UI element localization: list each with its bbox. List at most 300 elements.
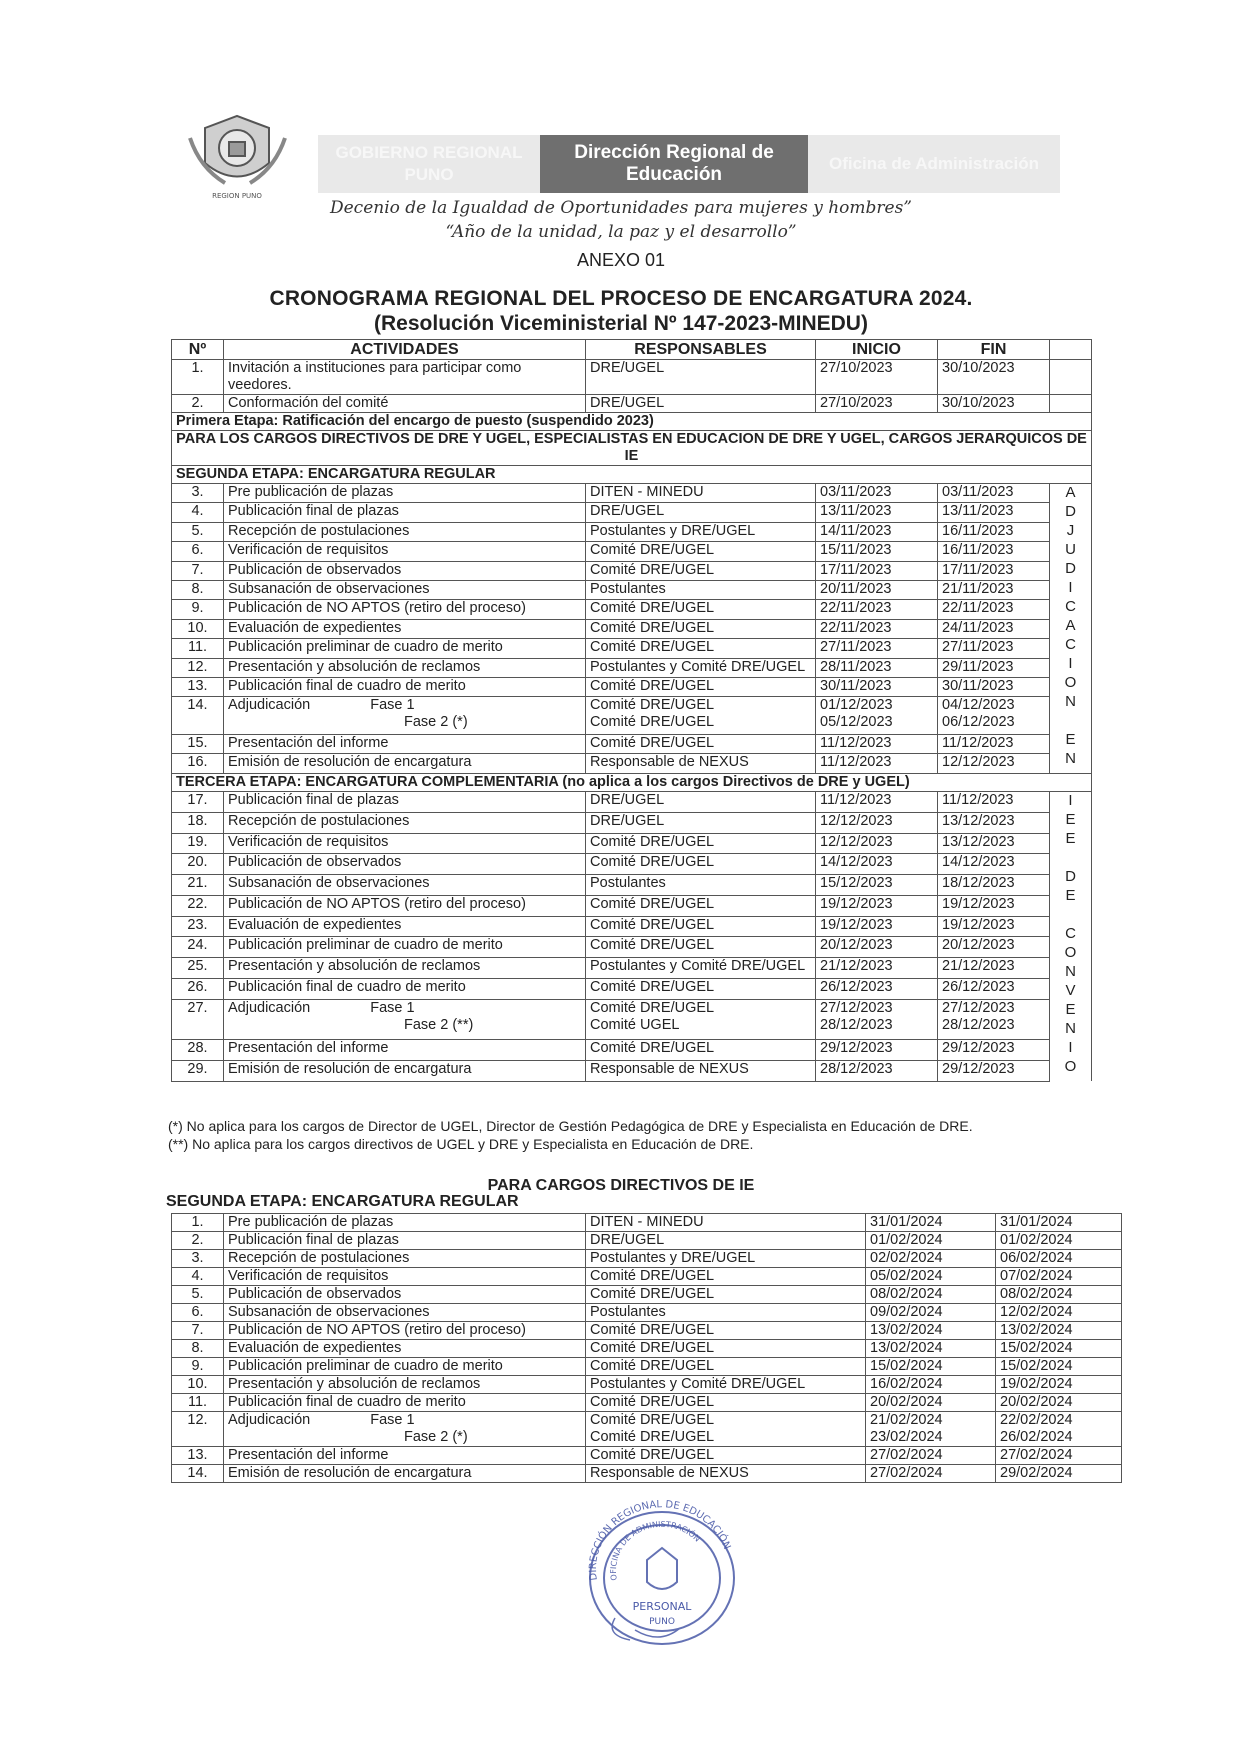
end-date-2: 26/02/2024 [1000, 1429, 1073, 1445]
row-activity [224, 999, 586, 1039]
row-end-date: 19/12/2023 [938, 916, 1050, 937]
document-title: CRONOGRAMA REGIONAL DEL PROCESO DE ENCARGATURA 2024. [269, 287, 973, 310]
row-responsible: Comité DRE/UGEL [586, 854, 816, 875]
row-number: 5. [172, 1286, 224, 1304]
table-row [172, 833, 1092, 854]
row-end-date [996, 1412, 1122, 1447]
row-activity: Publicación final de plazas [224, 792, 586, 813]
row-end-date: 13/12/2023 [938, 833, 1050, 854]
row-start-date: 27/02/2024 [866, 1447, 996, 1465]
footnotes [168, 1117, 973, 1153]
table-row [172, 1358, 1122, 1376]
row-end-date: 12/12/2023 [938, 754, 1050, 774]
section-row [172, 466, 1092, 484]
row-end-date: 11/12/2023 [938, 792, 1050, 813]
row-activity: Pre publicación de plazas [224, 484, 586, 503]
row-activity: Publicación final de cuadro de merito [224, 677, 586, 696]
table-row [172, 522, 1092, 541]
fase-2-label: Fase 2 (*) [404, 1429, 468, 1445]
primera-etapa-label: Primera Etapa: Ratificación del encargo de puesto (suspendido 2023) [172, 413, 1092, 431]
ie-segunda-etapa-label: SEGUNDA ETAPA: ENCARGATURA REGULAR [166, 1193, 519, 1210]
row-activity: Recepción de postulaciones [224, 1250, 586, 1268]
row-number: 16. [172, 754, 224, 774]
fase-1-label: Fase 1 [370, 1412, 415, 1428]
row-number: 1. [172, 1214, 224, 1232]
start-date-1: 01/12/2023 [820, 697, 893, 714]
table-row [172, 792, 1092, 813]
vertical-text: IEE DE CONVENIO [1062, 792, 1079, 1077]
row-start-date: 17/11/2023 [816, 561, 938, 580]
table-row [172, 937, 1092, 958]
row-responsible: Comité DRE/UGEL [586, 916, 816, 937]
table-row [172, 1447, 1122, 1465]
row-end-date: 15/02/2024 [996, 1340, 1122, 1358]
start-date-1: 27/12/2023 [820, 999, 893, 1016]
row-number: 12. [172, 658, 224, 677]
row-start-date: 19/12/2023 [816, 916, 938, 937]
regional-government-logo [185, 108, 290, 208]
row-start-date: 22/11/2023 [816, 600, 938, 619]
table-row [172, 812, 1092, 833]
row-responsible: Comité DRE/UGEL [586, 639, 816, 658]
table-row [172, 503, 1092, 522]
row-activity: Emisión de resolución de encargatura [224, 754, 586, 774]
row-responsible: DRE/UGEL [586, 1232, 866, 1250]
banner-oficina-administracion: Oficina de Administración [808, 135, 1060, 193]
row-end-date: 27/11/2023 [938, 639, 1050, 658]
row-end-date: 16/11/2023 [938, 542, 1050, 561]
table-row [172, 395, 1092, 413]
row-responsible: DITEN - MINEDU [586, 1214, 866, 1232]
row-end-date: 29/11/2023 [938, 658, 1050, 677]
row-responsible: Comité DRE/UGEL [586, 895, 816, 916]
row-activity: Presentación y absolución de reclamos [224, 658, 586, 677]
row-responsible: Comité DRE/UGEL [586, 1447, 866, 1465]
table-row [172, 677, 1092, 696]
row-responsible: Comité DRE/UGEL [586, 1268, 866, 1286]
footnote-2: (**) No aplica para los cargos directivos de UGEL y DRE y Especialista en Educación de DRE. [168, 1136, 754, 1152]
row-start-date: 13/02/2024 [866, 1322, 996, 1340]
row-activity: Pre publicación de plazas [224, 1214, 586, 1232]
row-activity [224, 697, 586, 735]
row-responsible: DRE/UGEL [586, 503, 816, 522]
row-end-date: 13/12/2023 [938, 812, 1050, 833]
schedule-table-main [171, 339, 1092, 1082]
schedule-table-ie [171, 1213, 1122, 1483]
row-activity: Publicación de NO APTOS (retiro del proceso) [224, 600, 586, 619]
end-date-2: 28/12/2023 [942, 1016, 1015, 1033]
table-row [172, 1465, 1122, 1483]
activity-label: Adjudicación [228, 999, 311, 1016]
end-date-2: 06/12/2023 [942, 714, 1015, 731]
vertical-text: ADJUDICACION EN [1062, 484, 1079, 769]
row-start-date: 28/12/2023 [816, 1060, 938, 1081]
row-responsible: Responsable de NEXUS [586, 754, 816, 774]
table-row [172, 1039, 1092, 1060]
row-responsible: Responsable de NEXUS [586, 1060, 816, 1081]
row-end-date [938, 999, 1050, 1039]
table-row [172, 978, 1092, 999]
row-responsible: DRE/UGEL [586, 792, 816, 813]
table-row [172, 1268, 1122, 1286]
row-number: 26. [172, 978, 224, 999]
col-header-activities: ACTIVIDADES [224, 340, 586, 360]
row-start-date [816, 999, 938, 1039]
row-start-date: 27/10/2023 [816, 395, 938, 413]
row-activity: Presentación del informe [224, 1039, 586, 1060]
table-row [172, 1060, 1092, 1081]
col-header-responsible: RESPONSABLES [586, 340, 816, 360]
row-end-date: 03/11/2023 [938, 484, 1050, 503]
row-number: 17. [172, 792, 224, 813]
row-number: 24. [172, 937, 224, 958]
slogan-year: “Año de la unidad, la paz y el desarrollo” [445, 222, 797, 242]
row-activity: Conformación del comité [224, 395, 586, 413]
responsible-1: Comité DRE/UGEL [590, 697, 715, 714]
row-number: 28. [172, 1039, 224, 1060]
row-activity: Publicación final de plazas [224, 1232, 586, 1250]
responsible-1: Comité DRE/UGEL [590, 999, 715, 1016]
row-responsible: Comité DRE/UGEL [586, 600, 816, 619]
row-activity: Invitación a instituciones para participar como veedores. [224, 360, 586, 395]
table-row [172, 1214, 1122, 1232]
end-date-1: 22/02/2024 [1000, 1412, 1073, 1428]
start-date-1: 21/02/2024 [870, 1412, 943, 1428]
row-end-date: 24/11/2023 [938, 619, 1050, 638]
row-activity: Publicación preliminar de cuadro de merito [224, 639, 586, 658]
row-activity: Publicación preliminar de cuadro de merito [224, 1358, 586, 1376]
svg-text:OFICINA DE ADMINISTRACIÓN: OFICINA DE ADMINISTRACIÓN [608, 1519, 702, 1582]
svg-text:REGION PUNO: REGION PUNO [212, 192, 262, 200]
row-end-date: 20/02/2024 [996, 1394, 1122, 1412]
row-end-date: 29/12/2023 [938, 1039, 1050, 1060]
row-activity: Verificación de requisitos [224, 833, 586, 854]
row-end-date: 21/12/2023 [938, 958, 1050, 979]
row-activity: Evaluación de expedientes [224, 1340, 586, 1358]
row-end-date: 19/02/2024 [996, 1376, 1122, 1394]
row-start-date: 19/12/2023 [816, 895, 938, 916]
row-number: 4. [172, 1268, 224, 1286]
table-row [172, 580, 1092, 599]
row-activity: Publicación de observados [224, 854, 586, 875]
table-row [172, 854, 1092, 875]
table-row [172, 735, 1092, 754]
row-responsible [586, 999, 816, 1039]
table-row [172, 1412, 1122, 1447]
row-end-date: 20/12/2023 [938, 937, 1050, 958]
row-start-date: 21/12/2023 [816, 958, 938, 979]
table-header-row [172, 340, 1092, 360]
row-start-date: 12/12/2023 [816, 833, 938, 854]
row-number: 18. [172, 812, 224, 833]
ie-section-title: PARA CARGOS DIRECTIVOS DE IE [487, 1177, 755, 1194]
table-row [172, 484, 1092, 503]
row-responsible: Comité DRE/UGEL [586, 677, 816, 696]
row-responsible: Comité DRE/UGEL [586, 1286, 866, 1304]
row-number: 12. [172, 1412, 224, 1447]
row-end-date: 16/11/2023 [938, 522, 1050, 541]
row-number: 6. [172, 1304, 224, 1322]
row-responsible: DRE/UGEL [586, 812, 816, 833]
row-activity: Publicación preliminar de cuadro de merito [224, 937, 586, 958]
row-number: 11. [172, 1394, 224, 1412]
row-responsible: DITEN - MINEDU [586, 484, 816, 503]
row-start-date: 16/02/2024 [866, 1376, 996, 1394]
table-row [172, 1304, 1122, 1322]
row-start-date: 26/12/2023 [816, 978, 938, 999]
row-activity: Publicación de observados [224, 1286, 586, 1304]
row-activity: Publicación final de plazas [224, 503, 586, 522]
row-start-date: 27/11/2023 [816, 639, 938, 658]
row-start-date: 30/11/2023 [816, 677, 938, 696]
row-number: 15. [172, 735, 224, 754]
row-activity: Verificación de requisitos [224, 1268, 586, 1286]
row-end-date: 29/02/2024 [996, 1465, 1122, 1483]
col-header-end: FIN [938, 340, 1050, 360]
row-responsible [586, 1412, 866, 1447]
row-activity: Presentación y absolución de reclamos [224, 1376, 586, 1394]
row-responsible: Postulantes [586, 580, 816, 599]
row-number: 4. [172, 503, 224, 522]
row-start-date: 11/12/2023 [816, 735, 938, 754]
document-subtitle: (Resolución Viceministerial Nº 147-2023-MINEDU) [374, 312, 868, 335]
row-start-date: 31/01/2024 [866, 1214, 996, 1232]
row-activity: Subsanación de observaciones [224, 580, 586, 599]
row-end-date: 27/02/2024 [996, 1447, 1122, 1465]
svg-text:PUNO: PUNO [649, 1617, 675, 1627]
row-responsible: Responsable de NEXUS [586, 1465, 866, 1483]
row-number: 20. [172, 854, 224, 875]
section-row [172, 774, 1092, 792]
table-row [172, 895, 1092, 916]
row-end-date: 15/02/2024 [996, 1358, 1122, 1376]
row-start-date: 14/11/2023 [816, 522, 938, 541]
official-stamp [575, 1500, 750, 1650]
section-row [172, 413, 1092, 431]
col-header-number: Nº [172, 340, 224, 360]
row-end-date: 30/10/2023 [938, 360, 1050, 395]
row-start-date: 20/02/2024 [866, 1394, 996, 1412]
row-activity: Presentación del informe [224, 1447, 586, 1465]
row-responsible: Comité DRE/UGEL [586, 1358, 866, 1376]
row-number: 13. [172, 1447, 224, 1465]
col-header-start: INICIO [816, 340, 938, 360]
table-row [172, 542, 1092, 561]
table-row [172, 999, 1092, 1039]
row-number: 29. [172, 1060, 224, 1081]
row-responsible: Comité DRE/UGEL [586, 619, 816, 638]
row-responsible: Comité DRE/UGEL [586, 937, 816, 958]
row-start-date: 05/02/2024 [866, 1268, 996, 1286]
row-end-date: 13/02/2024 [996, 1322, 1122, 1340]
row-end-date: 06/02/2024 [996, 1250, 1122, 1268]
row-responsible: Postulantes y DRE/UGEL [586, 1250, 866, 1268]
row-number: 8. [172, 580, 224, 599]
row-start-date: 11/12/2023 [816, 754, 938, 774]
start-date-2: 05/12/2023 [820, 714, 893, 731]
row-activity: Emisión de resolución de encargatura [224, 1465, 586, 1483]
table-row [172, 1232, 1122, 1250]
row-number: 5. [172, 522, 224, 541]
row-start-date: 11/12/2023 [816, 792, 938, 813]
slogan-decade: Decenio de la Igualdad de Oportunidades para mujeres y hombres” [329, 198, 913, 218]
row-end-date [938, 697, 1050, 735]
row-activity: Presentación del informe [224, 735, 586, 754]
fase-1-label: Fase 1 [370, 697, 415, 714]
row-number: 9. [172, 600, 224, 619]
row-number: 1. [172, 360, 224, 395]
table-row [172, 600, 1092, 619]
row-end-date: 01/02/2024 [996, 1232, 1122, 1250]
row-start-date: 13/11/2023 [816, 503, 938, 522]
section-row [172, 431, 1092, 466]
svg-text:PERSONAL: PERSONAL [632, 1600, 692, 1613]
row-number: 3. [172, 1250, 224, 1268]
row-responsible: Comité DRE/UGEL [586, 1322, 866, 1340]
row-start-date: 22/11/2023 [816, 619, 938, 638]
row-end-date: 21/11/2023 [938, 580, 1050, 599]
row-blank [1050, 360, 1092, 395]
end-date-1: 27/12/2023 [942, 999, 1015, 1016]
row-end-date: 30/10/2023 [938, 395, 1050, 413]
svg-text:DIRECCIÓN REGIONAL DE EDUCACIÓ: DIRECCIÓN REGIONAL DE EDUCACIÓN [587, 1500, 733, 1582]
responsible-1: Comité DRE/UGEL [590, 1412, 715, 1428]
activity-label: Adjudicación [228, 697, 311, 714]
row-responsible: Comité DRE/UGEL [586, 1340, 866, 1358]
row-start-date: 08/02/2024 [866, 1286, 996, 1304]
row-start-date: 20/12/2023 [816, 937, 938, 958]
row-start-date: 09/02/2024 [866, 1304, 996, 1322]
row-number: 2. [172, 395, 224, 413]
row-activity: Publicación de observados [224, 561, 586, 580]
table-row [172, 619, 1092, 638]
row-start-date: 29/12/2023 [816, 1039, 938, 1060]
row-activity: Verificación de requisitos [224, 542, 586, 561]
row-end-date: 08/02/2024 [996, 1286, 1122, 1304]
table-row [172, 639, 1092, 658]
row-end-date: 13/11/2023 [938, 503, 1050, 522]
table-row [172, 1376, 1122, 1394]
row-activity: Emisión de resolución de encargatura [224, 1060, 586, 1081]
row-number: 11. [172, 639, 224, 658]
row-end-date: 29/12/2023 [938, 1060, 1050, 1081]
row-activity: Subsanación de observaciones [224, 875, 586, 896]
banner-gobierno-regional: GOBIERNO REGIONAL PUNO [318, 135, 540, 193]
row-end-date: 31/01/2024 [996, 1214, 1122, 1232]
row-end-date: 14/12/2023 [938, 854, 1050, 875]
col-header-blank [1050, 340, 1092, 360]
row-number: 21. [172, 875, 224, 896]
row-end-date: 12/02/2024 [996, 1304, 1122, 1322]
row-responsible: Comité DRE/UGEL [586, 735, 816, 754]
row-number: 6. [172, 542, 224, 561]
row-number: 9. [172, 1358, 224, 1376]
row-number: 14. [172, 1465, 224, 1483]
row-number: 27. [172, 999, 224, 1039]
row-number: 23. [172, 916, 224, 937]
row-number: 7. [172, 561, 224, 580]
row-activity: Publicación de NO APTOS (retiro del proceso) [224, 895, 586, 916]
table-row [172, 875, 1092, 896]
table-row [172, 697, 1092, 735]
row-responsible: Postulantes y DRE/UGEL [586, 522, 816, 541]
end-date-1: 04/12/2023 [942, 697, 1015, 714]
row-responsible: Comité DRE/UGEL [586, 978, 816, 999]
row-responsible [586, 697, 816, 735]
row-activity: Evaluación de expedientes [224, 916, 586, 937]
row-start-date: 20/11/2023 [816, 580, 938, 599]
row-number: 10. [172, 1376, 224, 1394]
row-activity: Recepción de postulaciones [224, 522, 586, 541]
row-number: 8. [172, 1340, 224, 1358]
responsible-2: Comité UGEL [590, 1016, 680, 1033]
row-responsible: Postulantes y Comité DRE/UGEL [586, 958, 816, 979]
annex-label: ANEXO 01 [576, 250, 666, 270]
row-start-date: 15/02/2024 [866, 1358, 996, 1376]
table-row [172, 1250, 1122, 1268]
row-activity: Publicación final de cuadro de merito [224, 978, 586, 999]
table-row [172, 561, 1092, 580]
row-start-date: 12/12/2023 [816, 812, 938, 833]
row-number: 13. [172, 677, 224, 696]
row-activity: Recepción de postulaciones [224, 812, 586, 833]
fase-2-label: Fase 2 (*) [404, 714, 468, 731]
row-number: 3. [172, 484, 224, 503]
row-number: 22. [172, 895, 224, 916]
start-date-2: 28/12/2023 [820, 1016, 893, 1033]
row-activity: Publicación de NO APTOS (retiro del proceso) [224, 1322, 586, 1340]
start-date-2: 23/02/2024 [870, 1429, 943, 1445]
fase-2-label: Fase 2 (**) [404, 1016, 474, 1033]
table-row [172, 754, 1092, 774]
activity-label: Adjudicación [228, 1412, 311, 1428]
row-start-date: 15/11/2023 [816, 542, 938, 561]
row-activity: Publicación final de cuadro de merito [224, 1394, 586, 1412]
row-start-date [866, 1412, 996, 1447]
table-row [172, 360, 1092, 395]
row-responsible: Postulantes y Comité DRE/UGEL [586, 1376, 866, 1394]
institution-banner [318, 135, 1060, 193]
banner-direccion-regional: Dirección Regional de Educación [540, 135, 808, 193]
row-number: 25. [172, 958, 224, 979]
table-row [172, 1322, 1122, 1340]
table-row [172, 1340, 1122, 1358]
row-blank [1050, 395, 1092, 413]
row-start-date: 28/11/2023 [816, 658, 938, 677]
row-start-date [816, 697, 938, 735]
row-start-date: 27/10/2023 [816, 360, 938, 395]
row-responsible: Postulantes [586, 875, 816, 896]
table-row [172, 958, 1092, 979]
row-end-date: 18/12/2023 [938, 875, 1050, 896]
row-end-date: 11/12/2023 [938, 735, 1050, 754]
row-number: 2. [172, 1232, 224, 1250]
row-responsible: DRE/UGEL [586, 395, 816, 413]
table-row [172, 916, 1092, 937]
row-activity: Evaluación de expedientes [224, 619, 586, 638]
row-activity: Presentación y absolución de reclamos [224, 958, 586, 979]
segunda-etapa-label: SEGUNDA ETAPA: ENCARGATURA REGULAR [172, 466, 1092, 484]
row-end-date: 07/02/2024 [996, 1268, 1122, 1286]
row-responsible: Postulantes y Comité DRE/UGEL [586, 658, 816, 677]
row-activity [224, 1412, 586, 1447]
row-responsible: DRE/UGEL [586, 360, 816, 395]
table-row [172, 1286, 1122, 1304]
row-start-date: 02/02/2024 [866, 1250, 996, 1268]
table-row [172, 1394, 1122, 1412]
row-end-date: 30/11/2023 [938, 677, 1050, 696]
table-row [172, 658, 1092, 677]
